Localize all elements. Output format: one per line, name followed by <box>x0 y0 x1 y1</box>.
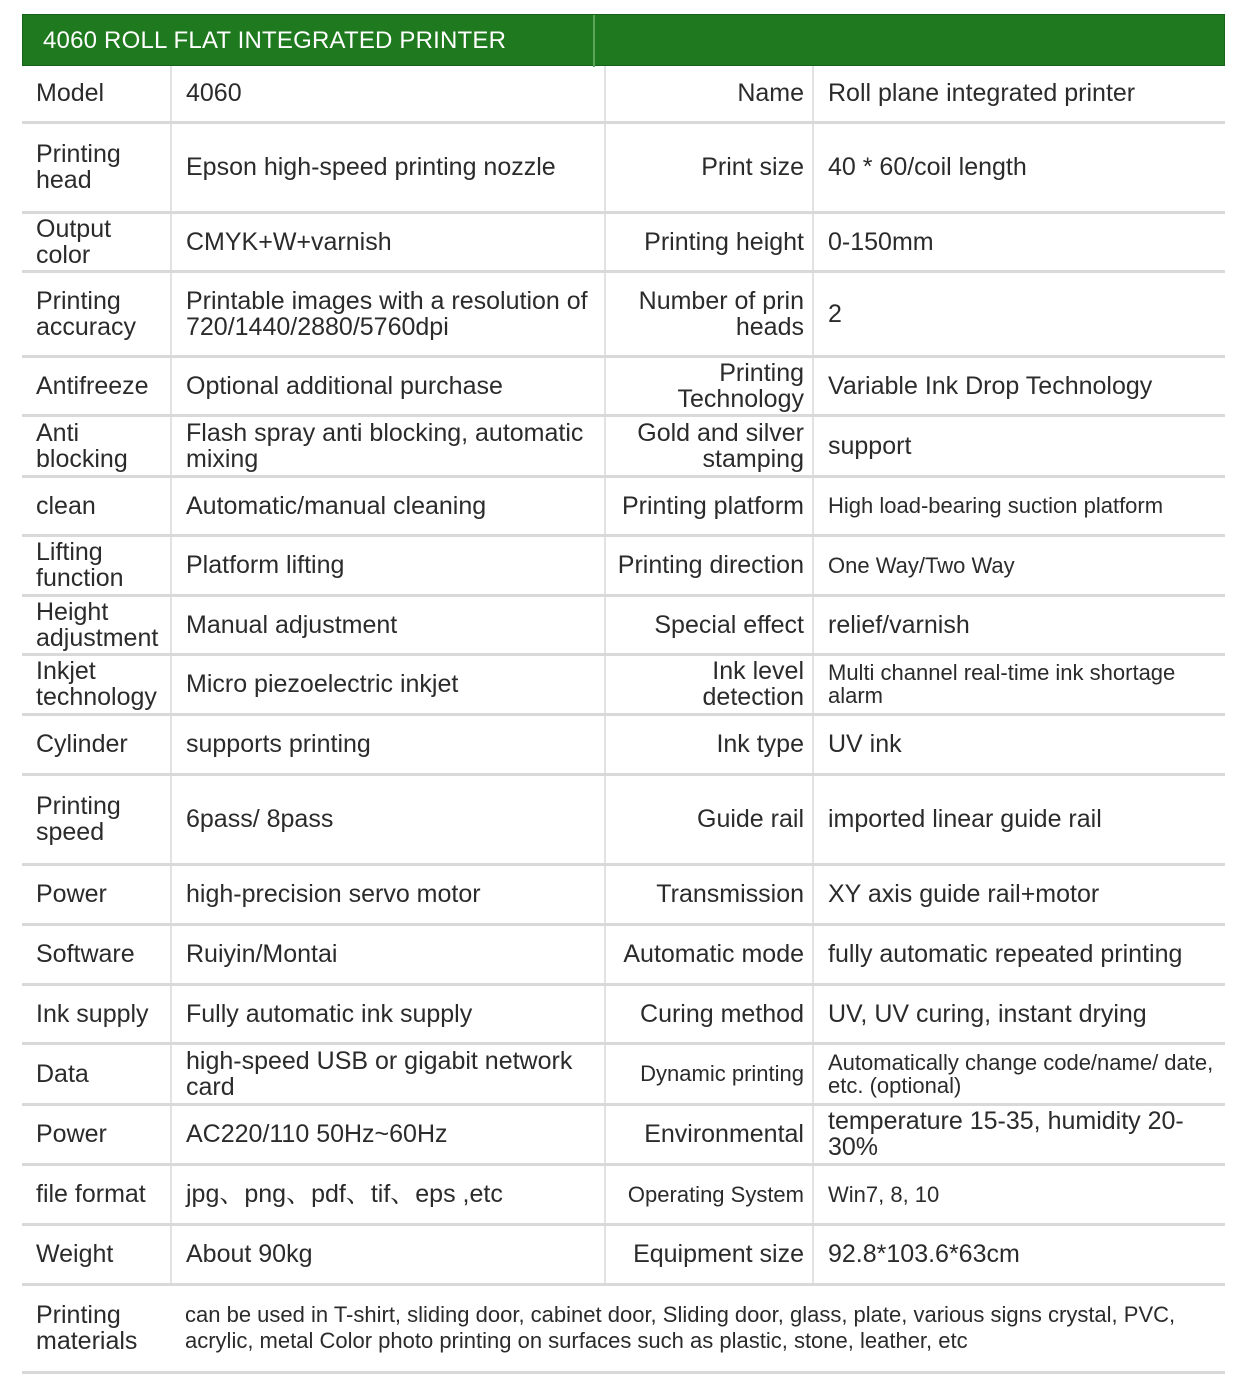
spec-row <box>22 356 1225 415</box>
spec-label: Model <box>22 66 171 122</box>
spec-label: Printing Technology <box>605 356 813 415</box>
spec-label: Printing height <box>605 212 813 271</box>
spec-label: Ink type <box>605 714 813 774</box>
materials-value: can be used in T-shirt, sliding door, cabinet door, Sliding door, glass, plate, various signs crystal, PVC, acrylic, metal Color photo printing on surfaces such as plastic, stone, leather, etc <box>171 1284 1225 1372</box>
spec-value: Platform lifting <box>171 535 605 595</box>
spec-row <box>22 774 1225 864</box>
spec-label: Printing direction <box>605 535 813 595</box>
spec-value: 0-150mm <box>813 212 1225 271</box>
spec-row <box>22 535 1225 595</box>
spec-value: UV ink <box>813 714 1225 774</box>
spec-value: Win7, 8, 10 <box>813 1164 1225 1224</box>
spec-row <box>22 714 1225 774</box>
spec-label: Power <box>22 864 171 924</box>
spec-value: High load-bearing suction platform <box>813 476 1225 535</box>
spec-row <box>22 476 1225 535</box>
spec-table <box>22 66 1225 1374</box>
spec-value: Automatically change code/name/ date, etc. (optional) <box>813 1043 1225 1104</box>
spec-label: Data <box>22 1043 171 1104</box>
spec-label: Transmission <box>605 864 813 924</box>
spec-value: 40 * 60/coil length <box>813 122 1225 212</box>
spec-label: Name <box>605 66 813 122</box>
spec-sheet <box>22 14 1225 1374</box>
spec-value: About 90kg <box>171 1224 605 1284</box>
spec-value: AC220/110 50Hz~60Hz <box>171 1104 605 1164</box>
spec-value: Epson high-speed printing nozzle <box>171 122 605 212</box>
spec-label: Gold and silver stamping <box>605 415 813 476</box>
spec-label: Printing speed <box>22 774 171 864</box>
spec-value: support <box>813 415 1225 476</box>
spec-value: Ruiyin/Montai <box>171 924 605 984</box>
spec-label: Anti blocking <box>22 415 171 476</box>
spec-value: Automatic/manual cleaning <box>171 476 605 535</box>
spec-label: Lifting function <box>22 535 171 595</box>
spec-label: Curing method <box>605 984 813 1043</box>
spec-label: Height adjustment <box>22 595 171 654</box>
spec-label: Power <box>22 1104 171 1164</box>
spec-value: 92.8*103.6*63cm <box>813 1224 1225 1284</box>
spec-label: Operating System <box>605 1164 813 1224</box>
spec-label: Ink supply <box>22 984 171 1043</box>
spec-row <box>22 924 1225 984</box>
spec-label: Weight <box>22 1224 171 1284</box>
spec-label: Guide rail <box>605 774 813 864</box>
spec-label: Special effect <box>605 595 813 654</box>
spec-label: Automatic mode <box>605 924 813 984</box>
spec-row <box>22 595 1225 654</box>
spec-row <box>22 1164 1225 1224</box>
spec-row <box>22 654 1225 714</box>
spec-label: Output color <box>22 212 171 271</box>
spec-row <box>22 984 1225 1043</box>
spec-label: Software <box>22 924 171 984</box>
spec-row-materials <box>22 1284 1225 1372</box>
spec-value: jpg、png、pdf、tif、eps ,etc <box>171 1164 605 1224</box>
spec-label: Printing platform <box>605 476 813 535</box>
page-title: 4060 ROLL FLAT INTEGRATED PRINTER <box>43 27 507 54</box>
spec-value: relief/varnish <box>813 595 1225 654</box>
spec-value: XY axis guide rail+motor <box>813 864 1225 924</box>
spec-row <box>22 122 1225 212</box>
header-divider <box>593 15 595 67</box>
spec-row <box>22 864 1225 924</box>
spec-value: high-precision servo motor <box>171 864 605 924</box>
spec-value: CMYK+W+varnish <box>171 212 605 271</box>
spec-value: One Way/Two Way <box>813 535 1225 595</box>
spec-header <box>22 14 1225 66</box>
spec-label: clean <box>22 476 171 535</box>
spec-value: high-speed USB or gigabit network card <box>171 1043 605 1104</box>
spec-value: Manual adjustment <box>171 595 605 654</box>
spec-value: Micro piezoelectric inkjet <box>171 654 605 714</box>
spec-value: 4060 <box>171 66 605 122</box>
spec-label: Print size <box>605 122 813 212</box>
spec-value: supports printing <box>171 714 605 774</box>
spec-value: 6pass/ 8pass <box>171 774 605 864</box>
spec-value: imported linear guide rail <box>813 774 1225 864</box>
spec-row <box>22 1104 1225 1164</box>
spec-value: Roll plane integrated printer <box>813 66 1225 122</box>
spec-label: Ink level detection <box>605 654 813 714</box>
spec-label: Antifreeze <box>22 356 171 415</box>
spec-value: Optional additional purchase <box>171 356 605 415</box>
spec-label: Inkjet technology <box>22 654 171 714</box>
spec-value: UV, UV curing, instant drying <box>813 984 1225 1043</box>
spec-label: Number of prin heads <box>605 271 813 356</box>
spec-value: temperature 15-35, humidity 20-30% <box>813 1104 1225 1164</box>
spec-row <box>22 1224 1225 1284</box>
spec-value: 2 <box>813 271 1225 356</box>
spec-value: Printable images with a resolution of 720/1440/2880/5760dpi <box>171 271 605 356</box>
spec-row <box>22 66 1225 122</box>
materials-label: Printing materials <box>22 1284 171 1372</box>
spec-value: Multi channel real-time ink shortage alarm <box>813 654 1225 714</box>
spec-label: Printing head <box>22 122 171 212</box>
spec-row <box>22 1043 1225 1104</box>
spec-label: Cylinder <box>22 714 171 774</box>
spec-value: fully automatic repeated printing <box>813 924 1225 984</box>
spec-row <box>22 271 1225 356</box>
spec-label: Environmental <box>605 1104 813 1164</box>
spec-value: Fully automatic ink supply <box>171 984 605 1043</box>
spec-label: Printing accuracy <box>22 271 171 356</box>
spec-row <box>22 415 1225 476</box>
spec-value: Flash spray anti blocking, automatic mixing <box>171 415 605 476</box>
spec-value: Variable Ink Drop Technology <box>813 356 1225 415</box>
spec-label: file format <box>22 1164 171 1224</box>
spec-row <box>22 212 1225 271</box>
spec-label: Dynamic printing <box>605 1043 813 1104</box>
spec-label: Equipment size <box>605 1224 813 1284</box>
